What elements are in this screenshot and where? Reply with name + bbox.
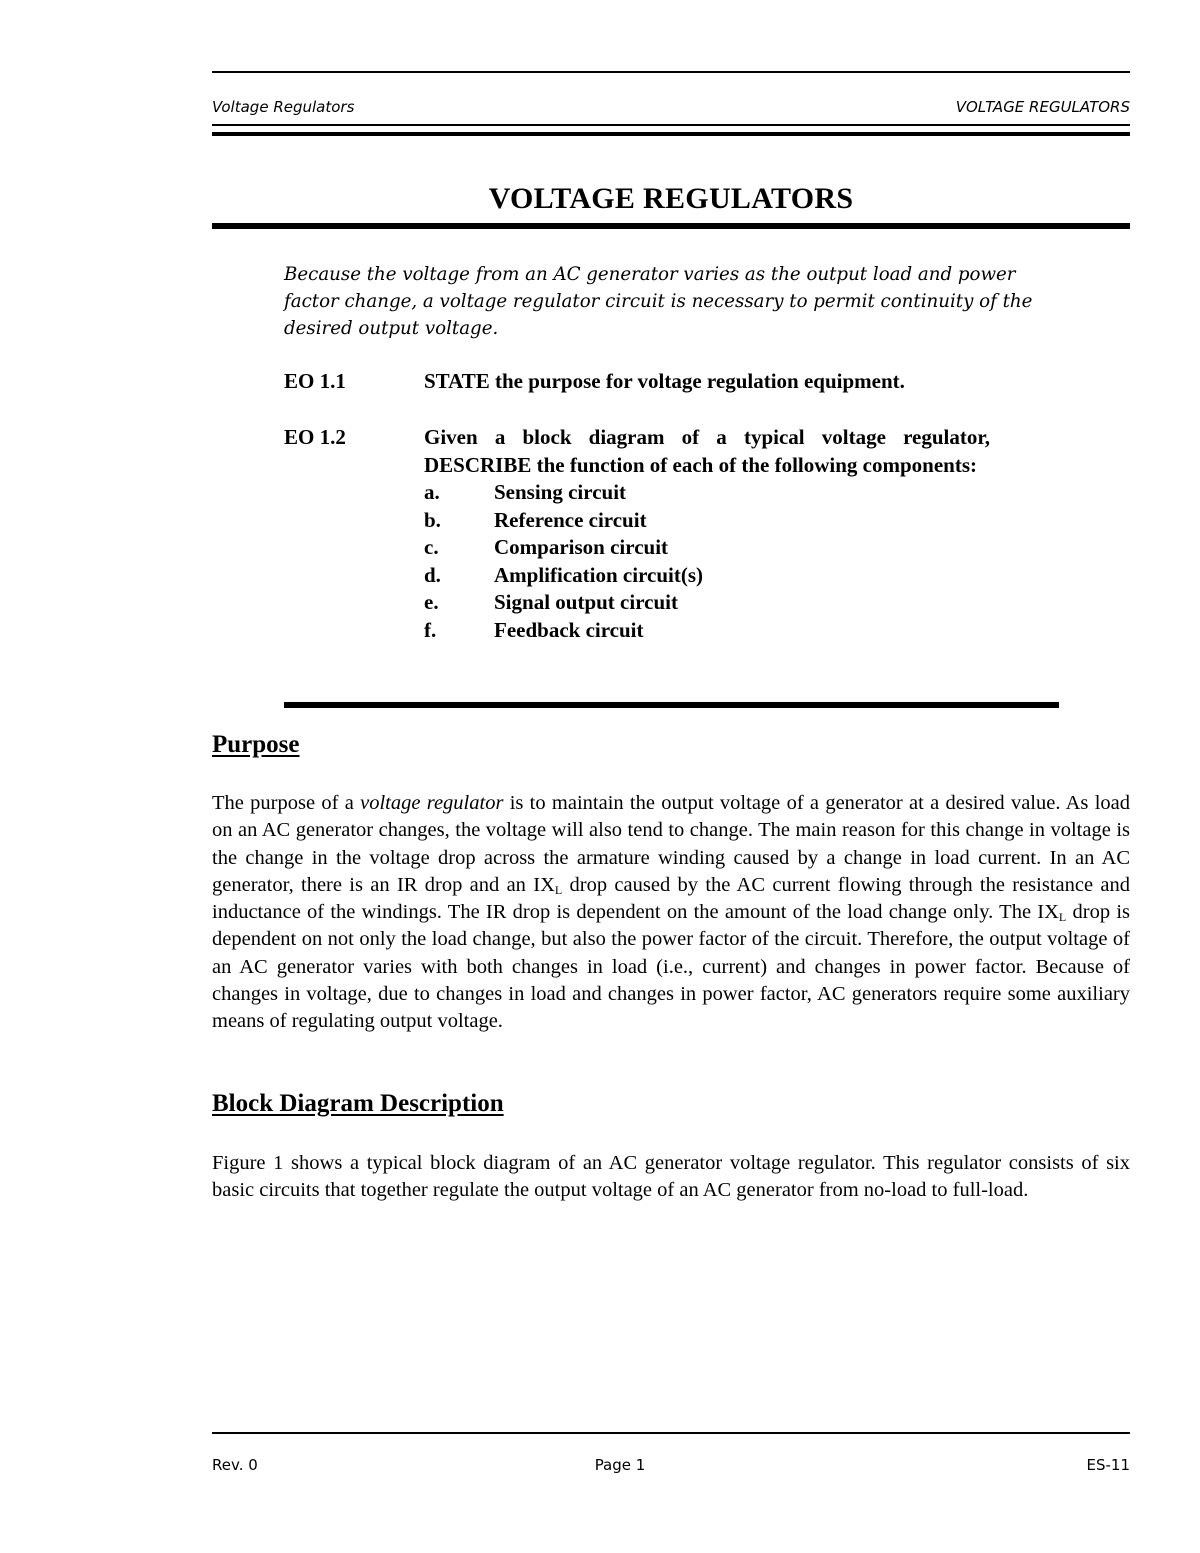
component-letter: c.	[424, 535, 439, 559]
purpose-text-b: is to maintain the output voltage of a generator at a desired value. As load on an AC generator changes, the voltage will also tend to change. The main reason for this change in voltage is the change in the voltage drop across the armature winding caused by a change in load current. In an AC generator, there is an IR drop and an IX	[212, 792, 1130, 896]
component-letter: a.	[424, 480, 440, 504]
objective-text: Given a block diagram of a typical voltage regulator, DESCRIBE the function of each of the following components:	[424, 425, 990, 477]
purpose-text-d: drop is dependent on not only the load change, but also the power factor of the circuit. Therefore, the output voltage of an AC generator varies with both changes in load (i.e., current) and changes in power factor. Because of changes in voltage, due to changes in load and changes in power factor, AC generators require some auxiliary means of regulating output voltage.	[212, 901, 1130, 1033]
header-thin-rule	[212, 124, 1130, 126]
objective-1-1	[284, 368, 990, 396]
header-top-rule	[212, 71, 1130, 73]
purpose-paragraph	[212, 790, 1130, 1036]
component-letter: b.	[424, 507, 441, 532]
component-letter: d.	[424, 562, 441, 587]
section-heading-purpose: Purpose	[212, 731, 300, 758]
component-item	[424, 562, 990, 590]
intro-paragraph: Because the voltage from an AC generator varies as the output load and power factor change, a voltage regulator circuit is necessary to permit continuity of the desired output voltage.	[284, 264, 1033, 339]
component-item	[424, 507, 990, 535]
block-diagram-paragraph: Figure 1 shows a typical block diagram of an AC generator voltage regulator. This regulator consists of six basic circuits that together regulate the output voltage of an AC generator from no-load to full-load.	[212, 1152, 1130, 1202]
footer-revision: Rev. 0	[212, 1456, 258, 1474]
objective-text: STATE the purpose for voltage regulation equipment.	[424, 369, 905, 393]
running-header-left: Voltage Regulators	[212, 98, 355, 116]
title-underline-rule	[212, 223, 1130, 229]
objectives-divider-rule	[284, 702, 1059, 708]
page-title: VOLTAGE REGULATORS	[488, 182, 854, 215]
objective-body	[424, 424, 990, 644]
component-item	[424, 534, 990, 562]
component-item	[424, 617, 990, 645]
footer-doc-code: ES-11	[1086, 1456, 1130, 1474]
component-letter: e.	[424, 590, 439, 614]
component-letter: f.	[424, 617, 437, 642]
component-label: Comparison circuit	[494, 535, 669, 559]
component-label: Amplification circuit(s)	[494, 562, 703, 587]
component-label: Reference circuit	[494, 507, 647, 532]
objective-1-2	[284, 424, 990, 674]
component-label: Signal output circuit	[494, 590, 678, 614]
subscript-l: L	[1058, 910, 1067, 925]
component-item	[424, 479, 990, 507]
purpose-text-a: The purpose of a	[212, 792, 361, 814]
objective-id: EO 1.2	[284, 425, 346, 449]
section-heading-block-diagram: Block Diagram Description	[212, 1090, 504, 1117]
component-label: Sensing circuit	[494, 480, 627, 504]
footer-page-number: Page 1	[594, 1456, 646, 1474]
header-thick-rule	[212, 132, 1130, 136]
voltage-regulator-term: voltage regulator	[360, 792, 504, 814]
purpose-text-c: drop caused by the AC current flowing through the resistance and inductance of the windings. The IR drop is dependent on the amount of the load change only. The IX	[212, 873, 1130, 924]
component-label: Feedback circuit	[494, 617, 644, 642]
component-item	[424, 589, 990, 617]
footer-rule	[212, 1432, 1130, 1434]
running-header-right: VOLTAGE REGULATORS	[955, 98, 1130, 116]
subscript-l: L	[554, 882, 563, 897]
objective-id: EO 1.1	[284, 369, 346, 393]
